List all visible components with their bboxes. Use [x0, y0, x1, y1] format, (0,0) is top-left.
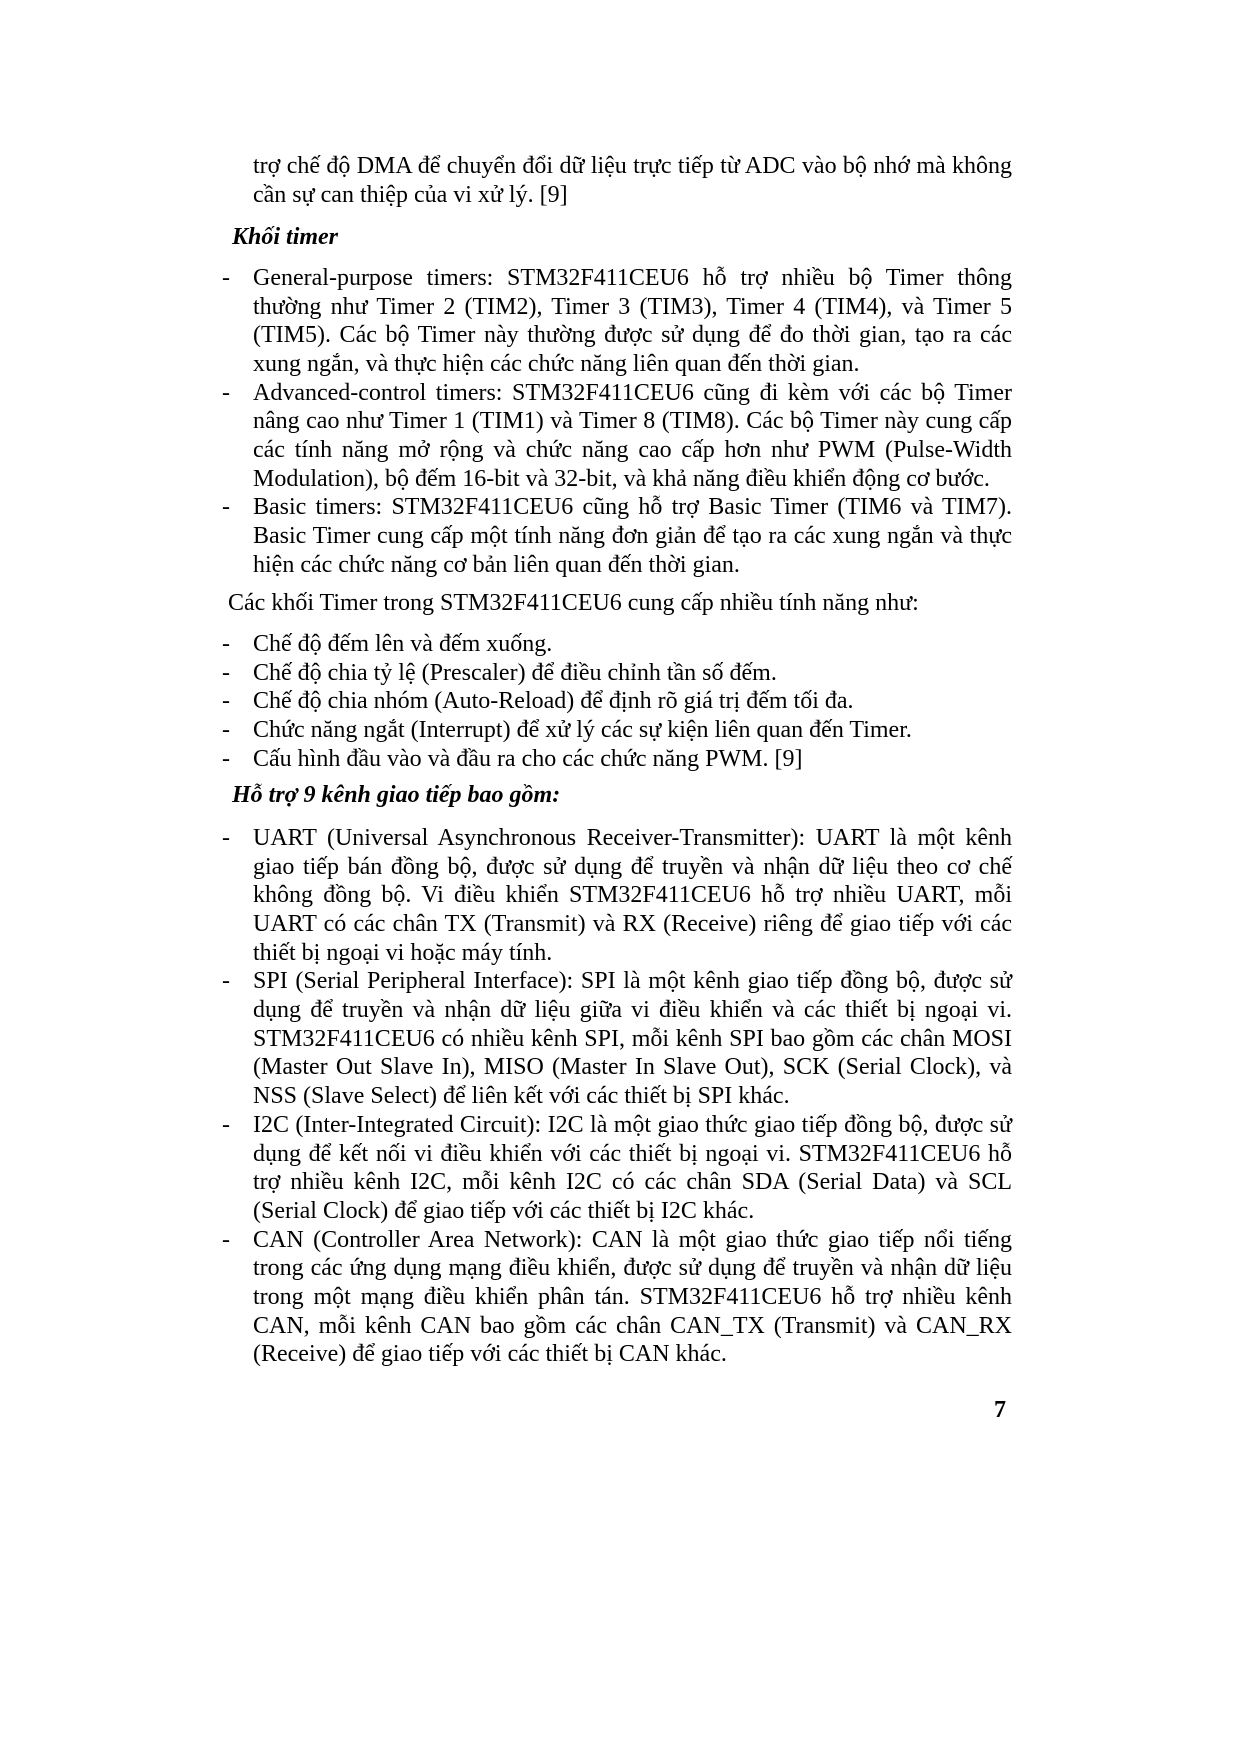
list-item-text: UART (Universal Asynchronous Receiver-Transmitter): UART là một kênh giao tiếp bán đồng bộ, được sử dụng để truyền và nhận dữ liệu theo cơ chế không đồng bộ. Vi điều khiển STM32F411CEU6 hỗ trợ nhiều UART, mỗi UART có các chân TX (Transmit) và RX (Receive) riêng để giao tiếp với các thiết bị ngoại vi hoặc máy tính. — [253, 825, 1012, 966]
list-item — [222, 716, 1012, 745]
dash-marker: - — [222, 968, 230, 995]
list-item — [222, 687, 1012, 716]
dash-marker: - — [222, 659, 230, 686]
list-item — [222, 659, 1012, 688]
dash-marker: - — [222, 825, 230, 852]
dash-marker: - — [222, 1226, 230, 1253]
list-item — [222, 1111, 1012, 1226]
dash-marker: - — [222, 688, 230, 715]
comm-channels-list — [222, 824, 1012, 1369]
list-item — [222, 264, 1012, 379]
heading-khoi-timer: Khối timer — [232, 224, 339, 251]
timer-features-intro: Các khối Timer trong STM32F411CEU6 cung cấp nhiều tính năng như: — [228, 590, 919, 617]
list-item — [222, 824, 1012, 967]
list-item — [222, 745, 1012, 774]
page-number: 7 — [994, 1397, 1006, 1423]
list-item-text: I2C (Inter-Integrated Circuit): I2C là một giao thức giao tiếp đồng bộ, được sử dụng để kết nối vi điều khiển với các thiết bị ngoại vi. STM32F411CEU6 hỗ trợ nhiều kênh I2C, mỗi kênh I2C có các chân SDA (Serial Data) và SCL (Serial Clock) để giao tiếp với các thiết bị I2C khác. — [253, 1111, 1012, 1224]
list-item-text: Chế độ chia nhóm (Auto-Reload) để định rõ giá trị đếm tối đa. — [253, 688, 854, 715]
list-item-text: General-purpose timers: STM32F411CEU6 hỗ trợ nhiều bộ Timer thông thường như Timer 2 (TIM2), Timer 3 (TIM3), Timer 4 (TIM4), và Timer 5 (TIM5). Các bộ Timer này thường được sử dụng để đo thời gian, tạo ra các xung ngắn, và thực hiện các chức năng liên quan đến thời gian. — [253, 265, 1012, 378]
list-item-text: CAN (Controller Area Network): CAN là một giao thức giao tiếp nổi tiếng trong các ứng dụng mạng điều khiển, được sử dụng để truyền và nhận dữ liệu trong một mạng điều khiển phân tán. STM32F411CEU6 hỗ trợ nhiều kênh CAN, mỗi kênh CAN bao gồm các chân CAN_TX (Transmit) và CAN_RX (Receive) để giao tiếp với các thiết bị CAN khác. — [253, 1226, 1012, 1368]
dash-marker: - — [222, 631, 230, 658]
dash-marker: - — [222, 265, 230, 292]
list-item-text: Basic timers: STM32F411CEU6 cũng hỗ trợ Basic Timer (TIM6 và TIM7). Basic Timer cung cấp một tính năng đơn giản để tạo ra các xung ngắn và thực hiện các chức năng cơ bản liên quan đến thời gian. — [253, 494, 1012, 578]
list-item-text: Advanced-control timers: STM32F411CEU6 cũng đi kèm với các bộ Timer nâng cao như Timer 1 (TIM1) và Timer 8 (TIM8). Các bộ Timer này cung cấp các tính năng mở rộng và chức năng cao cấp hơn như PWM (Pulse-Width Modulation), bộ đếm 16-bit và 32-bit, và khả năng điều khiển động cơ bước. — [253, 379, 1012, 492]
dash-marker: - — [222, 379, 230, 406]
intro-paragraph: trợ chế độ DMA để chuyển đổi dữ liệu trực tiếp từ ADC vào bộ nhớ mà không cần sự can thiệp của vi xử lý. [9] — [253, 153, 1012, 208]
list-item — [222, 379, 1012, 494]
dash-marker: - — [222, 717, 230, 744]
dash-marker: - — [222, 494, 230, 521]
list-item — [222, 493, 1012, 579]
list-item — [222, 630, 1012, 659]
list-item-text: Chức năng ngắt (Interrupt) để xử lý các sự kiện liên quan đến Timer. — [253, 717, 912, 744]
list-item-text: Chế độ chia tỷ lệ (Prescaler) để điều chỉnh tần số đếm. — [253, 659, 777, 686]
page-content — [222, 152, 1012, 1377]
list-item-text: SPI (Serial Peripheral Interface): SPI là một kênh giao tiếp đồng bộ, được sử dụng để truyền và nhận dữ liệu giữa vi điều khiển và các thiết bị ngoại vi. STM32F411CEU6 có nhiều kênh SPI, mỗi kênh SPI bao gồm các chân MOSI (Master Out Slave In), MISO (Master In Slave Out), SCK (Serial Clock), và NSS (Slave Select) để liên kết với các thiết bị SPI khác. — [253, 968, 1012, 1110]
heading-ho-tro-9-kenh: Hỗ trợ 9 kênh giao tiếp bao gồm: — [232, 782, 561, 809]
dash-marker: - — [222, 745, 230, 772]
dash-marker: - — [222, 1111, 230, 1138]
list-item — [222, 1226, 1012, 1369]
list-item — [222, 967, 1012, 1110]
timer-types-list — [222, 264, 1012, 579]
timer-features-list — [222, 630, 1012, 773]
list-item-text: Cấu hình đầu vào và đầu ra cho các chức năng PWM. [9] — [253, 745, 803, 772]
list-item-text: Chế độ đếm lên và đếm xuống. — [253, 631, 553, 658]
